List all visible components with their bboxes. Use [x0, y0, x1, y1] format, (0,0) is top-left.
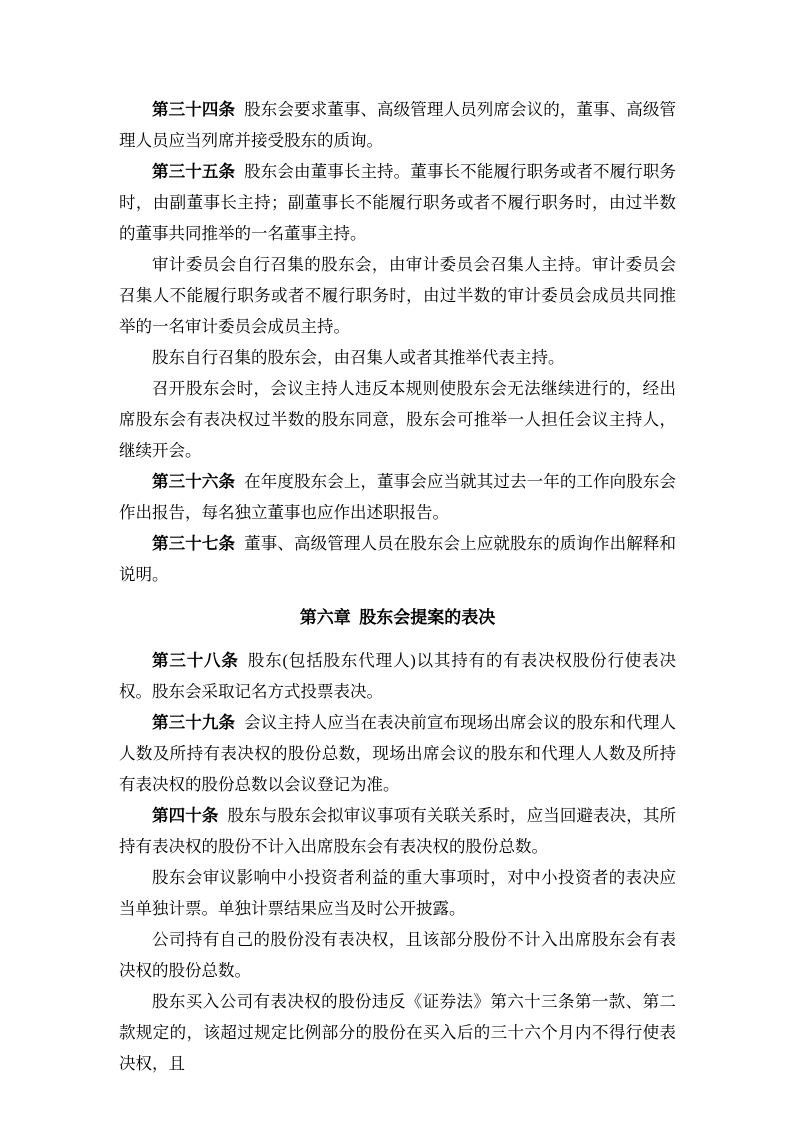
article-paragraph-36 — [119, 466, 676, 528]
chapter-number: 第六章 — [299, 608, 351, 627]
body-paragraph: 股东买入公司有表决权的股份违反《证券法》第六十三条第一款、第二款规定的，该超过规定比例部分的股份在买入后的三十六个月内不得行使表决权，且 — [119, 992, 676, 1073]
article-text: 董事、高级管理人员在股东会上应就股东的质询作出解释和说明。 — [119, 534, 677, 584]
article-number: 第三十八条 — [152, 651, 239, 670]
article-paragraph-34 — [119, 94, 676, 156]
chapter-title: 股东会提案的表决 — [359, 608, 496, 627]
chapter-heading — [119, 602, 676, 633]
article-paragraph-37 — [119, 528, 676, 590]
article-paragraph-38 — [119, 645, 676, 707]
article-paragraph-39 — [119, 707, 676, 800]
body-paragraph: 召开股东会时，会议主持人违反本规则使股东会无法继续进行的，经出席股东会有表决权过半数的股东同意，股东会可推举一人担任会议主持人，继续开会。 — [119, 379, 676, 460]
article-paragraph-35 — [119, 156, 676, 249]
article-text: 股东会要求董事、高级管理人员列席会议的，董事、高级管理人员应当列席并接受股东的质询。 — [119, 100, 677, 150]
body-paragraph: 股东自行召集的股东会，由召集人或者其推举代表主持。 — [152, 348, 565, 367]
body-paragraph: 审计委员会自行召集的股东会，由审计委员会召集人主持。审计委员会召集人不能履行职务或者不履行职务时，由过半数的审计委员会成员共同推举的一名审计委员会成员主持。 — [119, 255, 676, 336]
article-number: 第三十七条 — [152, 534, 236, 553]
article-number: 第四十条 — [152, 806, 219, 825]
article-text: 在年度股东会上，董事会应当就其过去一年的工作向股东会作出报告，每名独立董事也应作出述职报告。 — [119, 472, 677, 522]
article-number: 第三十四条 — [152, 100, 236, 119]
article-text: 会议主持人应当在表决前宣布现场出席会议的股东和代理人人数及所持有表决权的股份总数，现场出席会议的股东和代理人人数及所持有表决权的股份总数以会议登记为准。 — [119, 713, 677, 794]
article-text: 股东会由董事长主持。董事长不能履行职务或者不履行职务时，由副董事长主持；副董事长不能履行职务或者不履行职务时，由过半数的董事共同推举的一名董事主持。 — [119, 162, 677, 243]
body-paragraph: 股东会审议影响中小投资者利益的重大事项时，对中小投资者的表决应当单独计票。单独计票结果应当及时公开披露。 — [119, 868, 676, 918]
body-paragraph: 公司持有自己的股份没有表决权，且该部分股份不计入出席股东会有表决权的股份总数。 — [119, 930, 676, 980]
article-text: 股东(包括股东代理人)以其持有的有表决权股份行使表决权。股东会采取记名方式投票表决。 — [119, 651, 676, 701]
article-paragraph-40 — [119, 800, 676, 862]
article-number: 第三十六条 — [152, 472, 236, 491]
article-text: 股东与股东会拟审议事项有关联关系时，应当回避表决，其所持有表决权的股份不计入出席股东会有表决权的股份总数。 — [119, 806, 677, 856]
article-number: 第三十九条 — [152, 713, 236, 732]
article-number: 第三十五条 — [152, 162, 236, 181]
